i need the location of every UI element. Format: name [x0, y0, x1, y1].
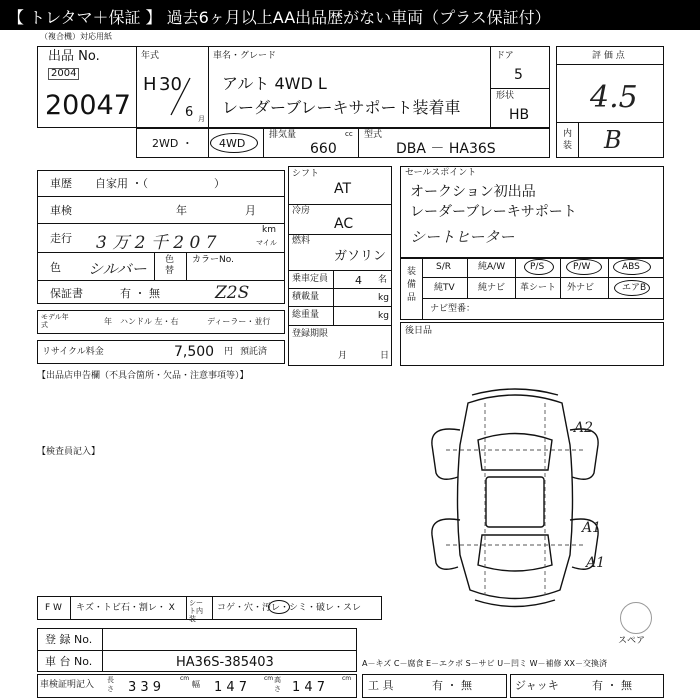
sales-line1: オークション初出品: [410, 184, 536, 200]
gross-label: 総重量: [292, 310, 320, 320]
damage-a1-1: A1: [582, 520, 602, 536]
drive-2wd: 2WD ・: [152, 137, 193, 150]
drive-4wd: 4WD: [219, 137, 246, 150]
recycle-label: リサイクル料金: [42, 347, 104, 357]
type-value: DBA － HA36S: [396, 141, 496, 157]
equip-leather: 革シート: [520, 283, 557, 293]
year-value: 30: [159, 74, 182, 95]
sales-hand: シートヒーター: [410, 228, 515, 246]
cert-len-label: 長さ: [107, 676, 114, 693]
warranty-label: 保証書: [50, 287, 83, 300]
after-box: [400, 322, 664, 366]
spare-label: スペア: [618, 636, 646, 646]
aircon-value: AC: [334, 216, 354, 232]
shape-label: 形状: [496, 91, 515, 101]
equip-tv: 純TV: [434, 283, 455, 293]
seller-notes: 【出品店申告欄（不具合箇所・欠品・注意事項等）】: [37, 371, 249, 381]
equip-pw: P/W: [573, 262, 591, 272]
warranty-value: 有 ・ 無: [120, 287, 160, 300]
interior-label: 内装: [563, 129, 573, 151]
recycle-unit: 円: [224, 347, 234, 357]
jack-value: 有 ・ 無: [592, 679, 632, 692]
cert-len: 3 3 9: [128, 680, 162, 695]
color-value: シルバー: [88, 260, 147, 278]
score-label: 評 価 点: [592, 51, 625, 61]
fw-interior-items: コゲ・穴・汚レ・シミ・破レ・スレ: [217, 603, 362, 613]
cert-label: 車検証明記入: [40, 680, 95, 690]
year-month-unit: 月: [198, 115, 205, 123]
damage-a1-2: A1: [586, 555, 606, 571]
fw-items: キズ・トビ石・割レ・ X: [76, 603, 175, 613]
chassis-value: HA36S-385403: [176, 655, 274, 670]
equip-aw: 純A/W: [478, 262, 506, 272]
sales-label: セールスポイント: [405, 168, 477, 178]
interior-value: B: [604, 126, 622, 154]
recycle-value: 7,500: [174, 344, 215, 360]
cert-len-unit: cm: [180, 675, 190, 682]
mileage-label: 走行: [50, 232, 72, 245]
shift-label: シフト: [292, 169, 320, 179]
load-label: 積載量: [292, 292, 320, 302]
load-unit: kg: [378, 293, 389, 303]
equip-ps: P/S: [530, 262, 545, 272]
score-value: 4.5: [590, 80, 638, 115]
color-code-label: カラーNo.: [192, 255, 234, 265]
type-label: 型式: [364, 130, 383, 140]
history-value: 自家用 ・（ ）: [95, 177, 225, 190]
reg-deadline-label: 登録期限: [292, 329, 329, 339]
form-note: （複合機）対応用紙: [40, 32, 112, 41]
aircon-label: 冷房: [292, 206, 311, 216]
spare-tire-icon: [620, 602, 652, 634]
capacity-unit: 名: [378, 275, 388, 285]
model-year-dealer: ディーラー・並行: [207, 317, 271, 326]
capacity-label: 乗車定員: [292, 274, 329, 284]
equip-sr: S/R: [436, 262, 451, 272]
cert-hei-label: 高さ: [274, 676, 281, 693]
equip-ext-navi: 外ナビ: [567, 283, 595, 293]
tools-label: 工 具: [368, 679, 394, 692]
navi-model: ナビ型番：: [430, 304, 476, 314]
fw-label: F W: [45, 603, 62, 613]
shape-value: HB: [509, 107, 530, 123]
after-label: 後日品: [405, 326, 433, 336]
color-label: 色: [50, 261, 61, 274]
model-year-label: モデル年式: [41, 313, 69, 329]
equipment-label: 装備品: [407, 267, 417, 303]
model-year-handle: ハンドル 左・右: [120, 317, 179, 326]
chassis-label: 車 台 No.: [45, 655, 93, 668]
fw-interior-label: シート内装: [189, 599, 203, 623]
recycle-note: 預託済: [240, 347, 268, 357]
capacity-value: 4: [355, 274, 362, 287]
sales-line2: レーダーブレーキサポート: [410, 204, 577, 220]
model-sub: レーダーブレーキサポート装着車: [222, 98, 461, 117]
mileage-value: 3 万 2 千 2 0 7: [96, 233, 217, 253]
cert-wid-label: 幅: [192, 680, 200, 689]
equip-abs: ABS: [622, 262, 640, 272]
engine-value: 660: [310, 141, 337, 157]
model-label: 車名・グレード: [213, 51, 277, 61]
cert-hei-unit: cm: [342, 675, 352, 682]
year-month: 6: [185, 105, 194, 120]
banner-text: 【 トレタマ＋保証 】 過去6ヶ月以上AA出品歴がない車両（プラス保証付）: [8, 8, 551, 27]
tools-value: 有 ・ 無: [432, 679, 472, 692]
damage-legend: A－キズ C－腐食 E－エクボ S－サビ U－凹ミ W－補修 XX－交換済: [362, 659, 608, 668]
equip-airbag: エアB: [622, 283, 647, 293]
mileage-unit-mile: マイル: [256, 239, 277, 247]
engine-label: 排気量: [269, 130, 297, 140]
year-label: 年式: [141, 51, 160, 61]
cert-wid-unit: cm: [264, 675, 274, 682]
color-change-label: 色替: [165, 255, 175, 276]
warranty-code: Z2S: [215, 283, 250, 303]
gross-unit: kg: [378, 311, 389, 321]
doors-value: 5: [514, 67, 523, 83]
engine-unit: cc: [345, 130, 353, 138]
inspection-month: 月: [245, 204, 256, 217]
reg-no-label: 登 録 No.: [45, 633, 93, 646]
year-era: H: [143, 74, 157, 95]
doors-label: ドア: [496, 51, 514, 61]
inspector-notes: 【検査員記入】: [37, 447, 101, 457]
cert-hei: 1 4 7: [292, 680, 326, 695]
lot-label: 出品 No.: [48, 49, 100, 64]
equip-navi: 純ナビ: [478, 283, 506, 293]
cert-wid: 1 4 7: [214, 680, 248, 695]
fw-stain-circle: [268, 600, 290, 614]
lot-number: 20047: [45, 90, 131, 121]
inspection-label: 車検: [50, 204, 72, 217]
history-label: 車歴: [50, 177, 72, 190]
jack-label: ジャッキ: [515, 679, 559, 692]
fuel-label: 燃料: [292, 236, 311, 246]
reg-deadline-day: 日: [380, 351, 390, 361]
shift-value: AT: [334, 181, 352, 197]
model-year-year: 年: [104, 317, 112, 326]
mileage-unit-km: km: [262, 225, 276, 235]
fuel-value: ガソリン: [334, 249, 387, 264]
model-name: アルト 4WD L: [222, 74, 327, 93]
inspection-year: 年: [176, 204, 187, 217]
reg-deadline-month: 月: [338, 351, 348, 361]
lot-year-tag: 2004: [48, 68, 79, 80]
damage-a2: A2: [574, 420, 594, 436]
